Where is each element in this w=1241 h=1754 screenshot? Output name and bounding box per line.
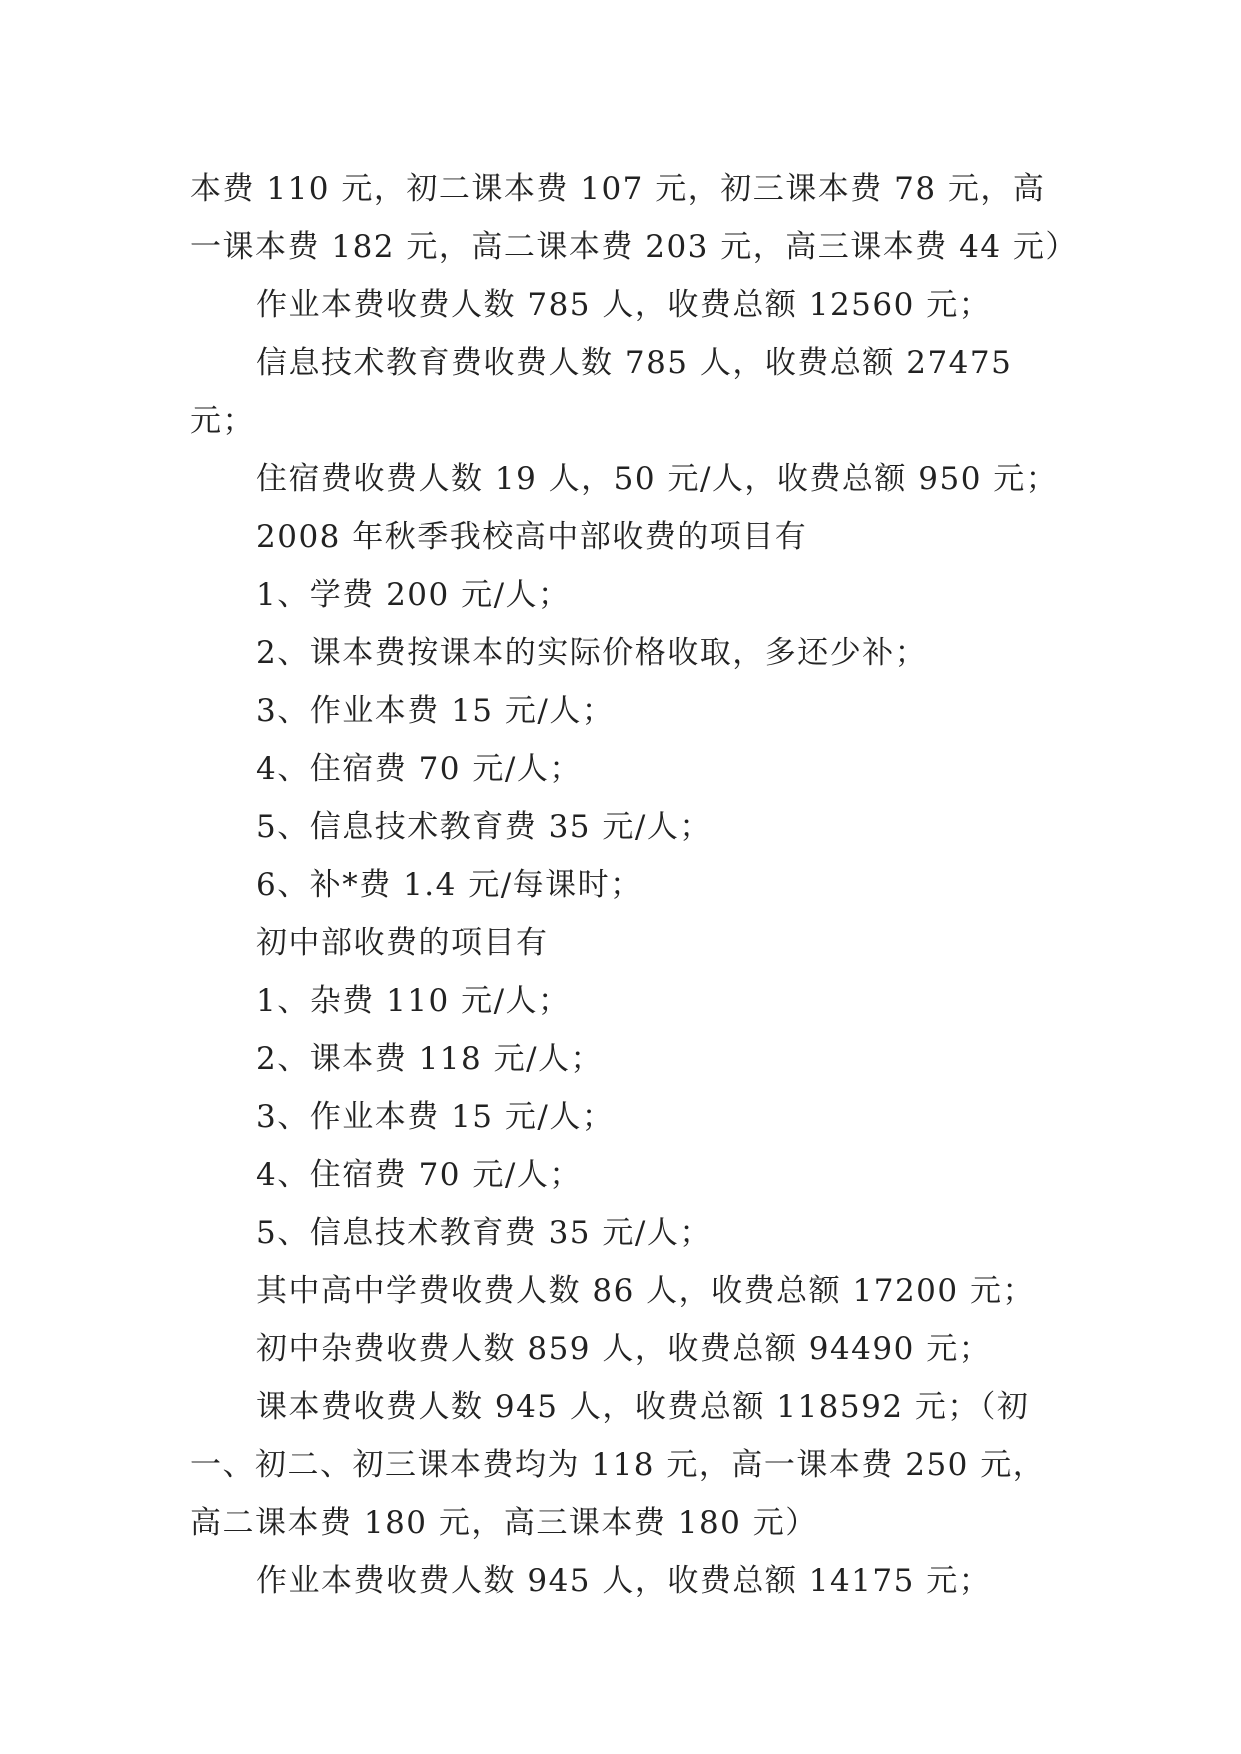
list-item-senior-textbook: 2、课本费按课本的实际价格收取，多还少补； xyxy=(256,635,928,671)
paragraph-textbook-total: 课本费收费人数 945 人，收费总额 118592 元；（初一、初二、初三课本费均为 118 元，高一课本费 250 元，高二课本费 180 元，高三课本费 180 元） xyxy=(190,1389,1046,1541)
paragraph-workbook-total: 作业本费收费人数 945 人，收费总额 14175 元； xyxy=(256,1563,992,1599)
list-item-junior-textbook: 2、课本费 118 元/人； xyxy=(256,1041,604,1077)
list-item-junior-lodging: 4、住宿费 70 元/人； xyxy=(256,1157,582,1193)
paragraph-lodging-fee-total: 住宿费收费人数 19 人，50 元/人，收费总额 950 元； xyxy=(256,461,1059,497)
paragraph-it-fee-total: 信息技术教育费收费人数 785 人，收费总额 27475 元； xyxy=(190,345,1024,439)
list-item-senior-lodging: 4、住宿费 70 元/人； xyxy=(256,751,582,787)
list-item-senior-tuition: 1、学费 200 元/人； xyxy=(256,577,571,613)
heading-junior-fee-items: 初中部收费的项目有 xyxy=(256,925,549,961)
list-item-junior-misc: 1、杂费 110 元/人； xyxy=(256,983,571,1019)
paragraph-textbook-fees-continued: 本费 110 元，初二课本费 107 元，初三课本费 78 元，高一课本费 182 元，高二课本费 203 元，高三课本费 44 元） xyxy=(190,171,1078,265)
list-item-junior-it: 5、信息技术教育费 35 元/人； xyxy=(256,1215,712,1251)
list-item-senior-workbook: 3、作业本费 15 元/人； xyxy=(256,693,615,729)
paragraph-senior-tuition-total: 其中高中学费收费人数 86 人，收费总额 17200 元； xyxy=(256,1273,1035,1309)
paragraph-workbook-fee-total: 作业本费收费人数 785 人，收费总额 12560 元； xyxy=(256,287,992,323)
list-item-junior-workbook: 3、作业本费 15 元/人； xyxy=(256,1099,615,1135)
heading-senior-fee-items: 2008 年秋季我校高中部收费的项目有 xyxy=(256,519,808,555)
list-item-senior-tutoring: 6、补*费 1.4 元/每课时； xyxy=(256,867,643,903)
list-item-senior-it: 5、信息技术教育费 35 元/人； xyxy=(256,809,712,845)
document-body xyxy=(190,160,1078,1610)
paragraph-junior-misc-total: 初中杂费收费人数 859 人，收费总额 94490 元； xyxy=(256,1331,992,1367)
